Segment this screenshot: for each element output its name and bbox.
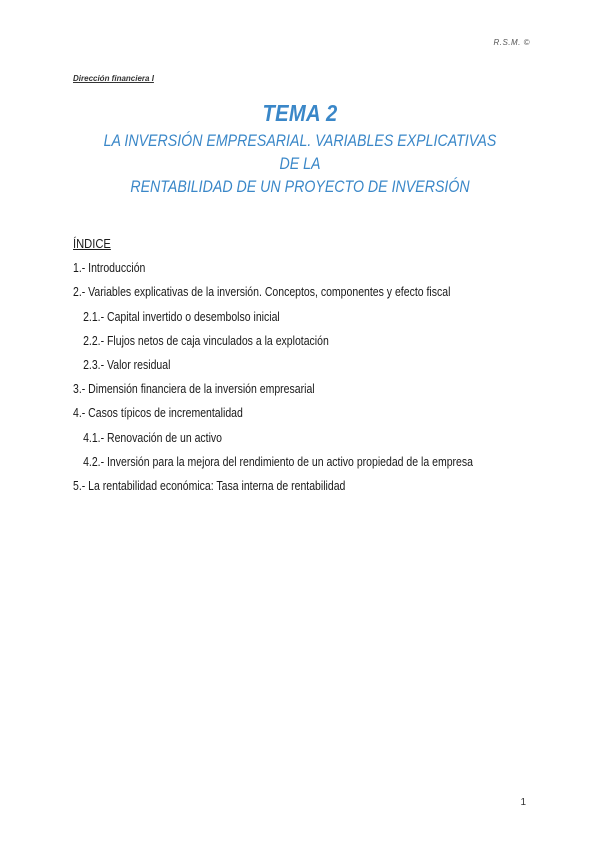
course-name: Dirección financiera I: [73, 74, 154, 83]
toc-item-2: 2.- Variables explicativas de la inversión. Conceptos, componentes y efecto fiscal: [73, 285, 451, 300]
toc-item-3: 3.- Dimensión financiera de la inversión empresarial: [73, 382, 315, 397]
chapter-title: TEMA 2: [262, 100, 338, 126]
toc-item-1: 1.- Introducción: [73, 261, 146, 276]
toc-item-2-1: 2.1.- Capital invertido o desembolso inicial: [83, 309, 280, 324]
toc-item-2-3: 2.3.- Valor residual: [83, 358, 171, 373]
subtitle-line-1: LA INVERSIÓN EMPRESARIAL. VARIABLES EXPLICATIVAS DE LA: [103, 132, 497, 173]
chapter-subtitle: [102, 130, 498, 199]
index-heading: ÍNDICE: [73, 236, 111, 251]
table-of-contents: [73, 232, 533, 498]
toc-item-4: 4.- Casos típicos de incrementalidad: [73, 406, 243, 421]
toc-item-2-2: 2.2.- Flujos netos de caja vinculados a la explotación: [83, 333, 329, 348]
index-heading-row: [73, 232, 533, 256]
page-number: 1: [520, 797, 526, 808]
toc-item-5: 5.- La rentabilidad económica: Tasa interna de rentabilidad: [73, 479, 346, 494]
toc-item-4-1: 4.1.- Renovación de un activo: [83, 430, 223, 445]
subtitle-line-2: RENTABILIDAD DE UN PROYECTO DE INVERSIÓN: [130, 178, 470, 196]
author-mark: R.S.M. ©: [493, 38, 530, 47]
title-block: [70, 100, 530, 199]
toc-item-4-2: 4.2.- Inversión para la mejora del rendimiento de un activo propiedad de la empresa: [83, 454, 473, 469]
